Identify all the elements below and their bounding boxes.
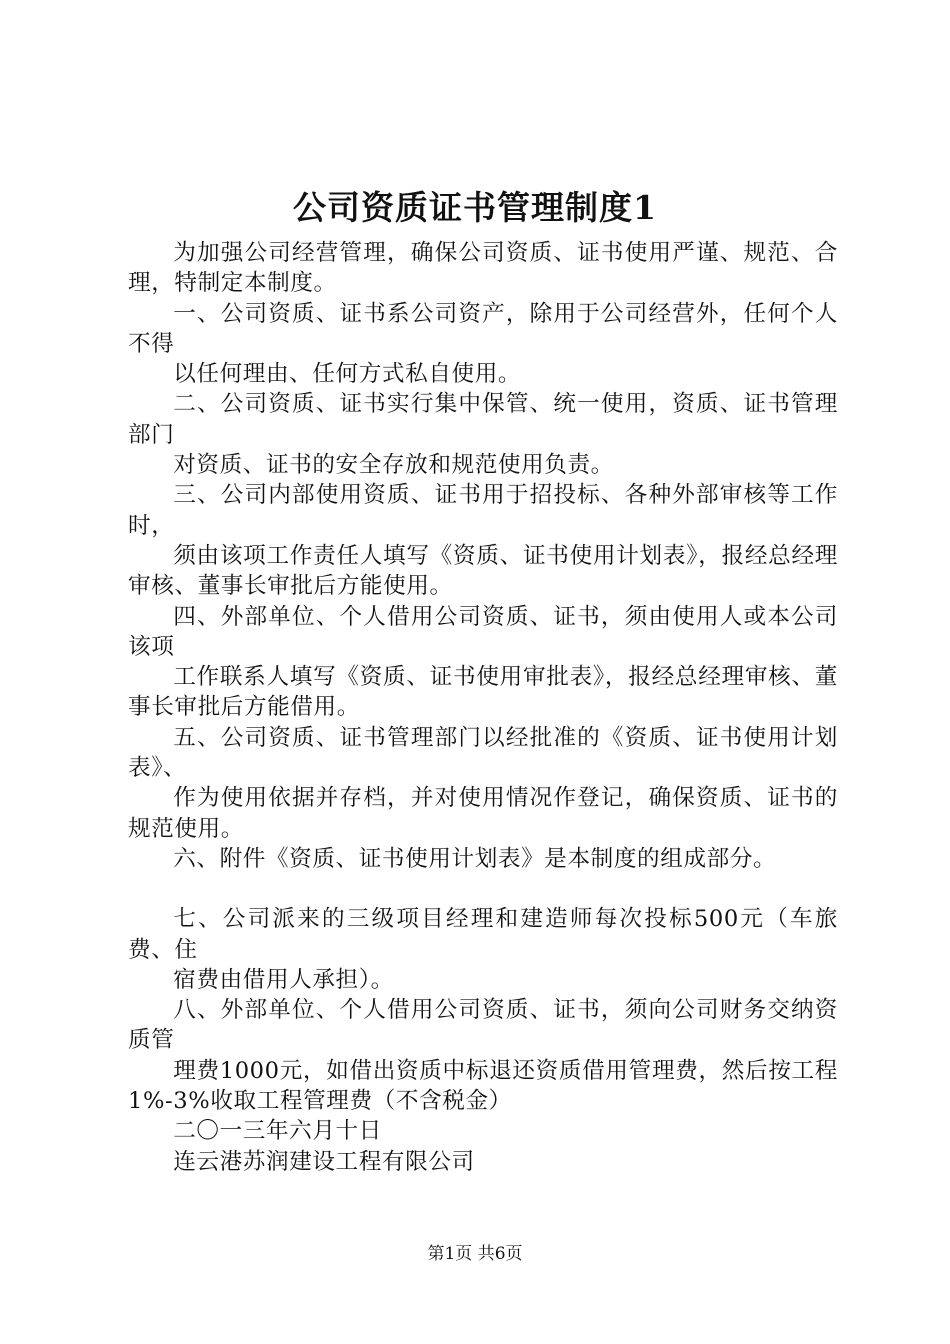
paragraph-clause-7: 七、公司派来的三级项目经理和建造师每次投标500元（车旅费、住 xyxy=(128,906,838,963)
page-number-footer: 第1页 共6页 xyxy=(427,1244,523,1264)
paragraph-clause-2-cont: 对资质、证书的安全存放和规范使用负责。 xyxy=(173,452,614,479)
paragraph-clause-8-cont: 理费1000元，如借出资质中标退还资质借用管理费，然后按工程1%-3%收取工程管理费（不含税金） xyxy=(128,1057,838,1115)
paragraph-clause-4: 四、外部单位、个人借用公司资质、证书，须由使用人或本公司该项 xyxy=(128,603,838,660)
paragraph-clause-6: 六、附件《资质、证书使用计划表》是本制度的组成部分。 xyxy=(173,845,777,872)
paragraph-clause-4-cont: 工作联系人填写《资质、证书使用审批表》，报经总经理审核、董事长审批后方能借用。 xyxy=(128,664,838,721)
document-title: 公司资质证书管理制度1 xyxy=(293,188,657,227)
paragraph-clause-3: 三、公司内部使用资质、证书用于招投标、各种外部审核等工作时， xyxy=(128,482,838,539)
paragraph-clause-5: 五、公司资质、证书管理部门以经批准的《资质、证书使用计划表》、 xyxy=(128,724,838,782)
paragraph-clause-1: 一、公司资质、证书系公司资产，除用于公司经营外，任何个人不得 xyxy=(128,300,838,357)
document-date: 二〇一三年六月十日 xyxy=(173,1118,382,1145)
paragraph-clause-7-cont: 宿费由借用人承担）。 xyxy=(173,966,394,993)
document-body xyxy=(128,238,838,1177)
paragraph-clause-2: 二、公司资质、证书实行集中保管、统一使用，资质、证书管理部门 xyxy=(128,391,838,448)
paragraph-clause-8: 八、外部单位、个人借用公司资质、证书，须向公司财务交纳资质管 xyxy=(128,997,838,1054)
company-name: 连云港苏润建设工程有限公司 xyxy=(173,1148,475,1175)
paragraph-clause-5-cont: 作为使用依据并存档，并对使用情况作登记，确保资质、证书的规范使用。 xyxy=(128,785,838,842)
paragraph-clause-3-cont: 须由该项工作责任人填写《资质、证书使用计划表》，报经总经理审核、董事长审批后方能使用。 xyxy=(128,542,838,600)
paragraph-clause-1-cont: 以任何理由、任何方式私自使用。 xyxy=(173,361,522,388)
paragraph-intro: 为加强公司经营管理，确保公司资质、证书使用严谨、规范、合理，特制定本制度。 xyxy=(128,240,838,297)
